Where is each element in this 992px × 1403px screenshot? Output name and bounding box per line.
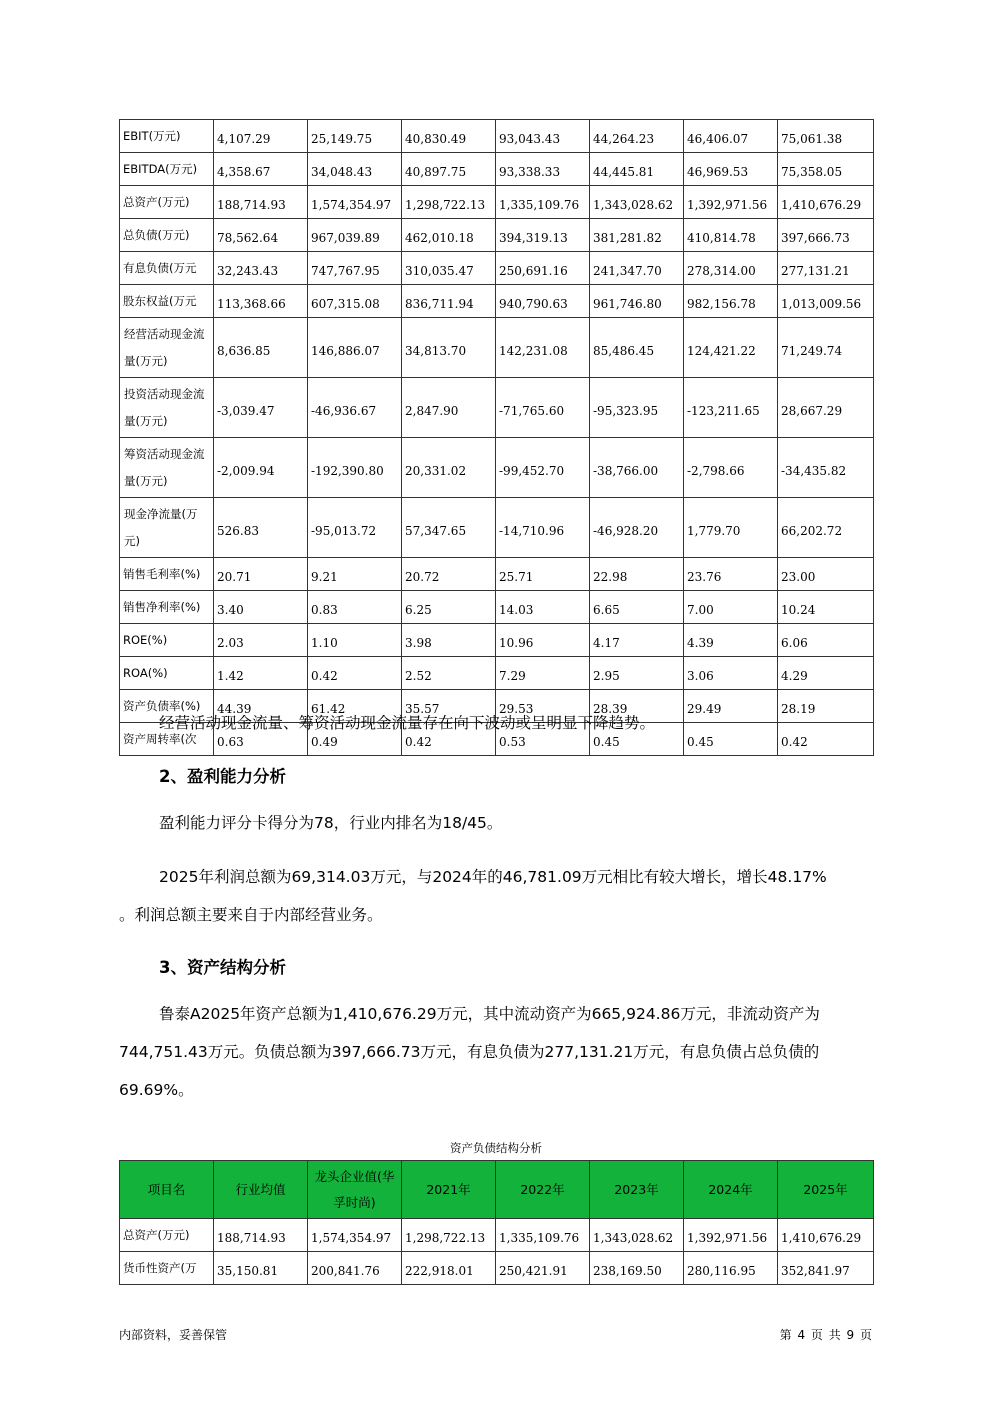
table-row bbox=[120, 1252, 874, 1285]
table-cell: 188,714.93 bbox=[214, 1219, 308, 1252]
table-cell: 29.53 bbox=[496, 690, 590, 723]
section-heading-asset-structure: 3、资产结构分析 bbox=[159, 958, 286, 977]
column-header: 龙头企业值(华孚时尚) bbox=[308, 1161, 402, 1219]
table-cell: 0.42 bbox=[778, 723, 874, 756]
table-row bbox=[120, 252, 874, 285]
row-label: 有息负债(万元 bbox=[120, 252, 214, 285]
row-label: 投资活动现金流量(万元) bbox=[120, 378, 214, 438]
row-label: 销售毛利率(%) bbox=[120, 558, 214, 591]
table-cell: 4.29 bbox=[778, 657, 874, 690]
table-cell: 0.63 bbox=[214, 723, 308, 756]
table-cell: 836,711.94 bbox=[402, 285, 496, 318]
table-cell: 2.52 bbox=[402, 657, 496, 690]
table-cell: 6.06 bbox=[778, 624, 874, 657]
table-cell: -38,766.00 bbox=[590, 438, 684, 498]
footer-page-number: 第 4 页 共 9 页 bbox=[779, 1328, 872, 1342]
table-cell: 200,841.76 bbox=[308, 1252, 402, 1285]
table-cell: 40,897.75 bbox=[402, 153, 496, 186]
table-cell: 607,315.08 bbox=[308, 285, 402, 318]
table-cell: 4,358.67 bbox=[214, 153, 308, 186]
table-cell: 44,264.23 bbox=[590, 120, 684, 153]
row-label: 货币性资产(万 bbox=[120, 1252, 214, 1285]
table-row bbox=[120, 285, 874, 318]
table-cell: 410,814.78 bbox=[684, 219, 778, 252]
table-cell: 146,886.07 bbox=[308, 318, 402, 378]
table-cell: 34,048.43 bbox=[308, 153, 402, 186]
table-cell: 4,107.29 bbox=[214, 120, 308, 153]
table-cell: 71,249.74 bbox=[778, 318, 874, 378]
table-cell: 61.42 bbox=[308, 690, 402, 723]
table-cell: 10.96 bbox=[496, 624, 590, 657]
table-row bbox=[120, 153, 874, 186]
table-cell: 10.24 bbox=[778, 591, 874, 624]
table-cell: -14,710.96 bbox=[496, 498, 590, 558]
table-cell: 23.00 bbox=[778, 558, 874, 591]
financial-indicators-table bbox=[119, 119, 874, 756]
table-cell: 1,335,109.76 bbox=[496, 186, 590, 219]
table-cell: 2.03 bbox=[214, 624, 308, 657]
table-cell: -3,039.47 bbox=[214, 378, 308, 438]
table-cell: 28,667.29 bbox=[778, 378, 874, 438]
asset-paragraph-line-1: 鲁泰A2025年资产总额为1,410,676.29万元，其中流动资产为665,924.86万元，非流动资产为 bbox=[159, 1005, 820, 1023]
table-cell: 0.53 bbox=[496, 723, 590, 756]
table-cell: 124,421.22 bbox=[684, 318, 778, 378]
table-cell: 20.71 bbox=[214, 558, 308, 591]
asset-paragraph-line-3: 69.69%。 bbox=[119, 1081, 194, 1099]
table-cell: 75,061.38 bbox=[778, 120, 874, 153]
table-cell: 3.06 bbox=[684, 657, 778, 690]
table-row bbox=[120, 378, 874, 438]
row-label: ROE(%) bbox=[120, 624, 214, 657]
row-label: EBIT(万元) bbox=[120, 120, 214, 153]
table-cell: 66,202.72 bbox=[778, 498, 874, 558]
table-cell: 40,830.49 bbox=[402, 120, 496, 153]
table-row bbox=[120, 657, 874, 690]
table-cell: 22.98 bbox=[590, 558, 684, 591]
row-label: ROA(%) bbox=[120, 657, 214, 690]
table-cell: 20,331.02 bbox=[402, 438, 496, 498]
table-cell: 1,410,676.29 bbox=[778, 1219, 874, 1252]
table-cell: 25,149.75 bbox=[308, 120, 402, 153]
row-label: 资产负债率(%) bbox=[120, 690, 214, 723]
table-cell: 1,343,028.62 bbox=[590, 1219, 684, 1252]
table-cell: 6.65 bbox=[590, 591, 684, 624]
table-cell: 526.83 bbox=[214, 498, 308, 558]
balance-sheet-table-caption: 资产负债结构分析 bbox=[450, 1141, 542, 1155]
table-cell: 46,969.53 bbox=[684, 153, 778, 186]
table-cell: 8,636.85 bbox=[214, 318, 308, 378]
table-row bbox=[120, 1219, 874, 1252]
row-label: 经营活动现金流量(万元) bbox=[120, 318, 214, 378]
table-cell: 28.39 bbox=[590, 690, 684, 723]
table-cell: -95,013.72 bbox=[308, 498, 402, 558]
table-cell: 34,813.70 bbox=[402, 318, 496, 378]
table-cell: 1,574,354.97 bbox=[308, 1219, 402, 1252]
table-cell: 982,156.78 bbox=[684, 285, 778, 318]
table-row bbox=[120, 219, 874, 252]
table-cell: 113,368.66 bbox=[214, 285, 308, 318]
table-cell: 1,298,722.13 bbox=[402, 1219, 496, 1252]
table-cell: 961,746.80 bbox=[590, 285, 684, 318]
table-cell: 394,319.13 bbox=[496, 219, 590, 252]
table-cell: 1.10 bbox=[308, 624, 402, 657]
table-cell: 85,486.45 bbox=[590, 318, 684, 378]
row-label: 总资产(万元) bbox=[120, 186, 214, 219]
column-header: 行业均值 bbox=[214, 1161, 308, 1219]
table-cell: 1,779.70 bbox=[684, 498, 778, 558]
table-cell: 222,918.01 bbox=[402, 1252, 496, 1285]
table-cell: 3.40 bbox=[214, 591, 308, 624]
table-cell: 7.29 bbox=[496, 657, 590, 690]
table-cell: 142,231.08 bbox=[496, 318, 590, 378]
table-cell: 9.21 bbox=[308, 558, 402, 591]
table-cell: 23.76 bbox=[684, 558, 778, 591]
table-row bbox=[120, 591, 874, 624]
table-cell: -95,323.95 bbox=[590, 378, 684, 438]
table-cell: 6.25 bbox=[402, 591, 496, 624]
row-label: EBITDA(万元) bbox=[120, 153, 214, 186]
table-cell: 1,013,009.56 bbox=[778, 285, 874, 318]
table-header-row bbox=[120, 1161, 874, 1219]
table-cell: 35,150.81 bbox=[214, 1252, 308, 1285]
table-cell: -99,452.70 bbox=[496, 438, 590, 498]
table-cell: 29.49 bbox=[684, 690, 778, 723]
table-cell: 75,358.05 bbox=[778, 153, 874, 186]
table-cell: 940,790.63 bbox=[496, 285, 590, 318]
table-cell: 381,281.82 bbox=[590, 219, 684, 252]
row-label: 现金净流量(万元) bbox=[120, 498, 214, 558]
table-row bbox=[120, 558, 874, 591]
table-cell: 35.57 bbox=[402, 690, 496, 723]
table-cell: 93,338.33 bbox=[496, 153, 590, 186]
table-cell: 2,847.90 bbox=[402, 378, 496, 438]
table-cell: 310,035.47 bbox=[402, 252, 496, 285]
table-cell: 78,562.64 bbox=[214, 219, 308, 252]
table-cell: 44,445.81 bbox=[590, 153, 684, 186]
table-cell: 280,116.95 bbox=[684, 1252, 778, 1285]
profitability-score-paragraph: 盈利能力评分卡得分为78，行业内排名为18/45。 bbox=[159, 814, 503, 832]
table-cell: 32,243.43 bbox=[214, 252, 308, 285]
cashflow-trend-paragraph: 经营活动现金流量、筹资活动现金流量存在向下波动或呈明显下降趋势。 bbox=[159, 714, 656, 732]
asset-paragraph-line-2: 744,751.43万元。负债总额为397,666.73万元，有息负债为277,131.21万元，有息负债占总负债的 bbox=[119, 1043, 820, 1061]
table-cell: -2,009.94 bbox=[214, 438, 308, 498]
table-row bbox=[120, 318, 874, 378]
column-header: 项目名 bbox=[120, 1161, 214, 1219]
table-cell: 14.03 bbox=[496, 591, 590, 624]
table-row bbox=[120, 186, 874, 219]
table-cell: 93,043.43 bbox=[496, 120, 590, 153]
table-cell: -192,390.80 bbox=[308, 438, 402, 498]
table-cell: 4.17 bbox=[590, 624, 684, 657]
table-cell: 1,574,354.97 bbox=[308, 186, 402, 219]
table-cell: -46,936.67 bbox=[308, 378, 402, 438]
table-row bbox=[120, 438, 874, 498]
column-header: 2024年 bbox=[684, 1161, 778, 1219]
table-cell: 0.45 bbox=[590, 723, 684, 756]
table-cell: 1,410,676.29 bbox=[778, 186, 874, 219]
profit-paragraph-line-1: 2025年利润总额为69,314.03万元，与2024年的46,781.09万元相比有较大增长，增长48.17% bbox=[159, 868, 827, 886]
table-cell: 277,131.21 bbox=[778, 252, 874, 285]
table-cell: 20.72 bbox=[402, 558, 496, 591]
table-cell: 352,841.97 bbox=[778, 1252, 874, 1285]
table-cell: -71,765.60 bbox=[496, 378, 590, 438]
table-cell: 0.42 bbox=[402, 723, 496, 756]
table-cell: 188,714.93 bbox=[214, 186, 308, 219]
table-cell: 25.71 bbox=[496, 558, 590, 591]
table-cell: 0.42 bbox=[308, 657, 402, 690]
table-cell: 1,335,109.76 bbox=[496, 1219, 590, 1252]
column-header: 2022年 bbox=[496, 1161, 590, 1219]
row-label: 销售净利率(%) bbox=[120, 591, 214, 624]
footer-confidential-note: 内部资料，妥善保管 bbox=[119, 1328, 228, 1342]
table-cell: 0.49 bbox=[308, 723, 402, 756]
column-header: 2025年 bbox=[778, 1161, 874, 1219]
table-cell: -123,211.65 bbox=[684, 378, 778, 438]
column-header: 2021年 bbox=[402, 1161, 496, 1219]
balance-sheet-structure-table bbox=[119, 1160, 874, 1285]
table-cell: 1,343,028.62 bbox=[590, 186, 684, 219]
table-row bbox=[120, 120, 874, 153]
row-label: 资产周转率(次 bbox=[120, 723, 214, 756]
table-row bbox=[120, 498, 874, 558]
table-cell: -46,928.20 bbox=[590, 498, 684, 558]
table-cell: 250,421.91 bbox=[496, 1252, 590, 1285]
table-cell: 1,298,722.13 bbox=[402, 186, 496, 219]
table-cell: 7.00 bbox=[684, 591, 778, 624]
row-label: 筹资活动现金流量(万元) bbox=[120, 438, 214, 498]
table-cell: -34,435.82 bbox=[778, 438, 874, 498]
row-label: 股东权益(万元 bbox=[120, 285, 214, 318]
table-cell: 0.83 bbox=[308, 591, 402, 624]
table-cell: 1.42 bbox=[214, 657, 308, 690]
table-cell: 747,767.95 bbox=[308, 252, 402, 285]
table-cell: 4.39 bbox=[684, 624, 778, 657]
table-cell: 57,347.65 bbox=[402, 498, 496, 558]
table-cell: 46,406.07 bbox=[684, 120, 778, 153]
table-cell: 241,347.70 bbox=[590, 252, 684, 285]
table-cell: 278,314.00 bbox=[684, 252, 778, 285]
table-cell: 1,392,971.56 bbox=[684, 1219, 778, 1252]
section-heading-profitability: 2、盈利能力分析 bbox=[159, 767, 286, 786]
row-label: 总负债(万元) bbox=[120, 219, 214, 252]
table-cell: 28.19 bbox=[778, 690, 874, 723]
table-cell: 967,039.89 bbox=[308, 219, 402, 252]
table-cell: 250,691.16 bbox=[496, 252, 590, 285]
table-cell: 462,010.18 bbox=[402, 219, 496, 252]
table-cell: 3.98 bbox=[402, 624, 496, 657]
table-cell: -2,798.66 bbox=[684, 438, 778, 498]
profit-paragraph-line-2: 。利润总额主要来自于内部经营业务。 bbox=[119, 906, 383, 924]
table-cell: 238,169.50 bbox=[590, 1252, 684, 1285]
row-label: 总资产(万元) bbox=[120, 1219, 214, 1252]
table-cell: 1,392,971.56 bbox=[684, 186, 778, 219]
table-cell: 44.39 bbox=[214, 690, 308, 723]
table-cell: 397,666.73 bbox=[778, 219, 874, 252]
column-header: 2023年 bbox=[590, 1161, 684, 1219]
table-cell: 0.45 bbox=[684, 723, 778, 756]
table-row bbox=[120, 624, 874, 657]
table-cell: 2.95 bbox=[590, 657, 684, 690]
